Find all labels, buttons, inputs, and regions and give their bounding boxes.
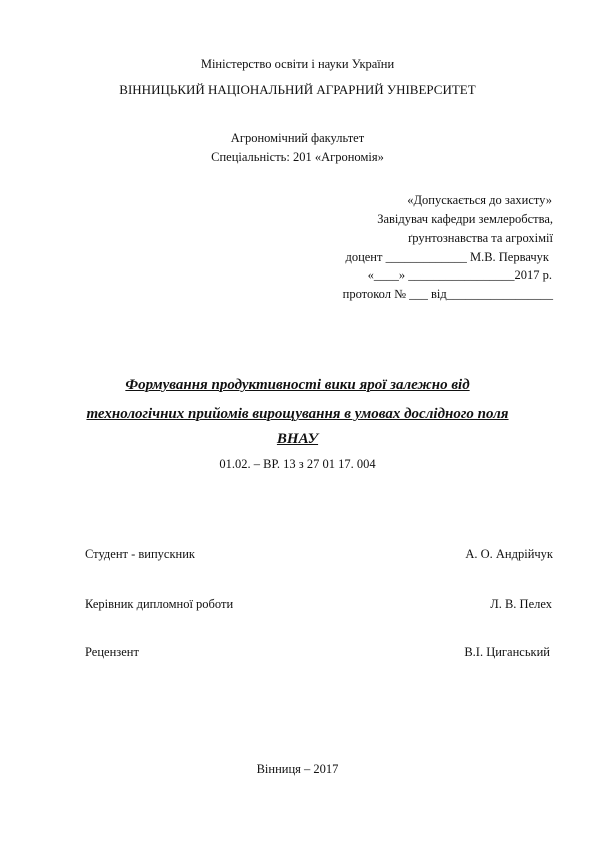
- thesis-title-line1: Формування продуктивності вики ярої залежно від: [125, 377, 470, 393]
- protocol-line: протокол № ___ від_________________: [342, 287, 553, 301]
- specialty-line: Спеціальність: 201 «Агрономія»: [211, 150, 384, 164]
- docent-signature-line: доцент _____________ М.В. Первачук: [345, 250, 549, 264]
- thesis-title-line2: технологічних прийомів вирощування в умовах дослідного поля: [86, 406, 509, 422]
- department-head-line1: Завідувач кафедри землеробства,: [377, 212, 553, 226]
- thesis-code: 01.02. – ВР. 13 з 27 01 17. 004: [219, 457, 376, 471]
- thesis-title-line3: ВНАУ: [276, 431, 319, 447]
- department-head-line2: ґрунтознавства та агрохімії: [407, 231, 553, 245]
- approval-date-line: «____» _________________2017 р.: [367, 268, 552, 282]
- city-year: Вінниця – 2017: [256, 762, 339, 776]
- reviewer-role: Рецензент: [85, 645, 139, 659]
- faculty-line: Агрономічний факультет: [230, 131, 365, 145]
- supervisor-role: Керівник дипломної роботи: [85, 597, 234, 611]
- supervisor-name: Л. В. Пелех: [490, 597, 552, 611]
- university-name: ВІННИЦЬКИЙ НАЦІОНАЛЬНИЙ АГРАРНИЙ УНІВЕРСИТЕТ: [119, 82, 476, 97]
- admit-to-defense: «Допускається до захисту»: [407, 193, 552, 207]
- student-role: Студент - випускник: [85, 547, 196, 561]
- student-name: А. О. Андрійчук: [465, 547, 553, 561]
- reviewer-name: В.І. Циганський: [464, 645, 550, 659]
- ministry-line: Міністерство освіти і науки України: [200, 57, 395, 71]
